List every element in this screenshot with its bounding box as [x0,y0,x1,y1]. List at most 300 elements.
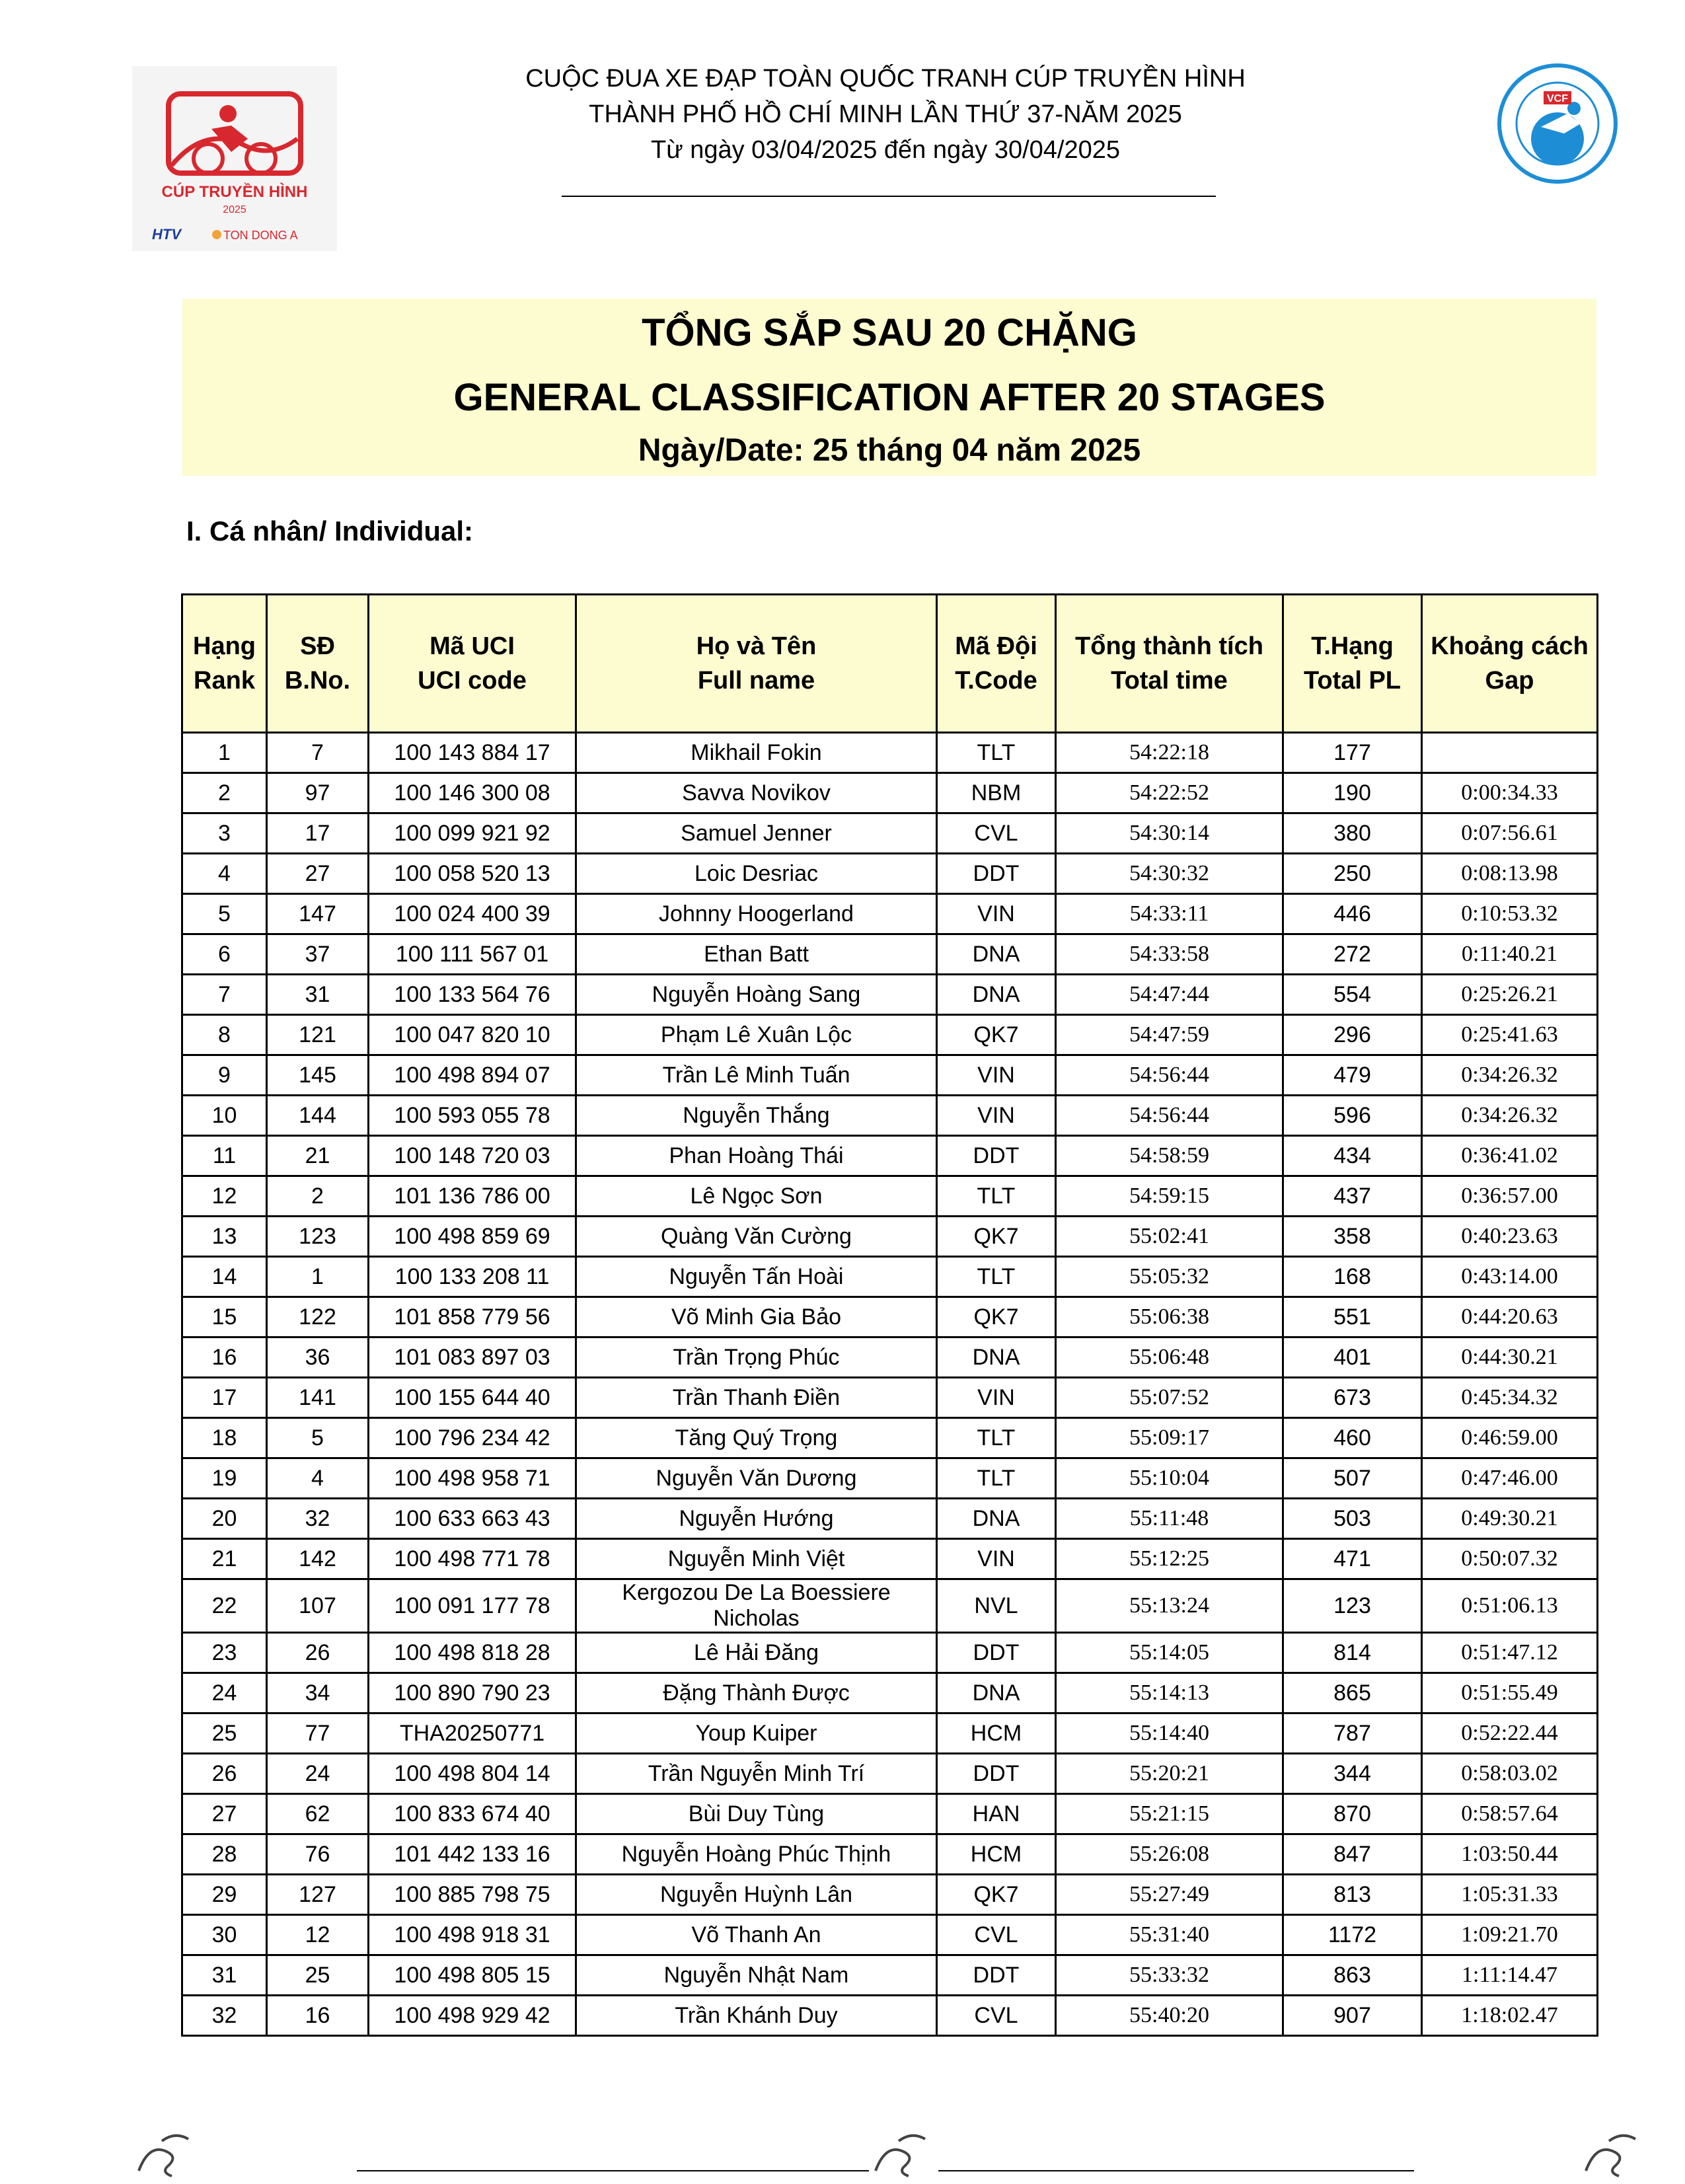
cell-total-pl: 551 [1283,1297,1422,1337]
cell-uci-code: 100 155 644 40 [369,1378,576,1418]
footer-line-right [938,2170,1414,2171]
table-row [182,1217,1598,1257]
cell-rank: 5 [182,894,267,934]
vcf-logo-icon [1495,61,1620,186]
cell-team-code: NBM [937,773,1056,813]
cell-full-name: Nguyễn Hoàng Sang [576,975,937,1015]
cell-total-time: 55:40:20 [1056,1996,1283,2036]
header-uci-code: Mã UCI UCI code [369,595,576,733]
cell-rank: 14 [182,1257,267,1297]
table-row [182,934,1598,975]
cell-total-pl: 813 [1283,1875,1422,1915]
cell-rank: 26 [182,1754,267,1794]
cell-team-code: TLT [937,1418,1056,1458]
cell-total-time: 55:14:13 [1056,1673,1283,1713]
cell-full-name: Võ Thanh An [576,1915,937,1955]
cell-total-pl: 847 [1283,1834,1422,1875]
cell-uci-code: 100 593 055 78 [369,1096,576,1136]
cell-team-code: VIN [937,1539,1056,1579]
table-row [182,894,1598,934]
cell-uci-code: 100 024 400 39 [369,894,576,934]
cell-total-pl: 479 [1283,1055,1422,1096]
cell-total-pl: 401 [1283,1337,1422,1378]
cell-team-code: QK7 [937,1217,1056,1257]
cell-total-time: 54:30:14 [1056,813,1283,854]
cell-gap: 0:11:40.21 [1422,934,1598,975]
table-row [182,975,1598,1015]
header-total-pl: T.Hạng Total PL [1283,595,1422,733]
table-body [182,733,1598,2036]
cup-logo [132,66,337,251]
table-row [182,1713,1598,1754]
cell-uci-code: 100 890 790 23 [369,1673,576,1713]
title-vietnamese: TỔNG SẮP SAU 20 CHẶNG [642,311,1137,354]
cell-bib: 122 [267,1297,369,1337]
table-row [182,1136,1598,1176]
cell-total-time: 55:27:49 [1056,1875,1283,1915]
cell-bib: 7 [267,733,369,773]
cell-team-code: VIN [937,1378,1056,1418]
cell-team-code: CVL [937,1996,1056,2036]
table-row [182,1337,1598,1378]
cell-total-time: 55:14:05 [1056,1633,1283,1673]
cell-full-name: Loic Desriac [576,854,937,894]
cell-total-time: 55:09:17 [1056,1418,1283,1458]
cell-full-name: Nguyễn Hoàng Phúc Thịnh [576,1834,937,1875]
cell-uci-code: 100 633 663 43 [369,1499,576,1539]
table-row [182,1673,1598,1713]
cell-rank: 20 [182,1499,267,1539]
cell-uci-code: 100 498 805 15 [369,1955,576,1996]
cell-uci-code: 100 146 300 08 [369,773,576,813]
cell-gap: 0:49:30.21 [1422,1499,1598,1539]
cell-bib: 26 [267,1633,369,1673]
table-row [182,1378,1598,1418]
cell-gap: 0:46:59.00 [1422,1418,1598,1458]
cell-total-time: 54:33:58 [1056,934,1283,975]
cell-total-time: 55:11:48 [1056,1499,1283,1539]
cell-gap: 1:11:14.47 [1422,1955,1598,1996]
cell-uci-code: 100 498 804 14 [369,1754,576,1794]
cell-rank: 16 [182,1337,267,1378]
table-row [182,1996,1598,2036]
cell-bib: 37 [267,934,369,975]
cell-team-code: HCM [937,1834,1056,1875]
cell-team-code: CVL [937,813,1056,854]
cell-bib: 31 [267,975,369,1015]
cell-rank: 23 [182,1633,267,1673]
cell-full-name: Phan Hoàng Thái [576,1136,937,1176]
cell-uci-code: 100 498 859 69 [369,1217,576,1257]
cell-rank: 32 [182,1996,267,2036]
cell-total-time: 54:22:18 [1056,733,1283,773]
cell-full-name: Trần Nguyễn Minh Trí [576,1754,937,1794]
cell-rank: 29 [182,1875,267,1915]
cell-uci-code: 100 498 894 07 [369,1055,576,1096]
watermark-icon [1576,2125,1649,2181]
cell-total-pl: 123 [1283,1579,1422,1633]
cell-bib: 16 [267,1996,369,2036]
svg-text:CÚP TRUYỀN HÌNH: CÚP TRUYỀN HÌNH [161,183,308,201]
cell-rank: 19 [182,1458,267,1499]
svg-text:TON DONG A: TON DONG A [223,229,298,242]
cell-bib: 2 [267,1176,369,1217]
cell-gap: 0:45:34.32 [1422,1378,1598,1418]
cell-rank: 3 [182,813,267,854]
cell-team-code: DDT [937,1136,1056,1176]
cell-total-pl: 460 [1283,1418,1422,1458]
table-row [182,1176,1598,1217]
cell-total-pl: 190 [1283,773,1422,813]
cell-total-time: 55:14:40 [1056,1713,1283,1754]
cell-full-name: Nguyễn Văn Dương [576,1458,937,1499]
cell-gap: 0:34:26.32 [1422,1055,1598,1096]
cell-bib: 34 [267,1673,369,1713]
cell-total-pl: 272 [1283,934,1422,975]
cell-bib: 36 [267,1337,369,1378]
cell-team-code: DNA [937,934,1056,975]
cell-uci-code: 100 885 798 75 [369,1875,576,1915]
cell-total-pl: 814 [1283,1633,1422,1673]
cell-gap: 0:51:55.49 [1422,1673,1598,1713]
cell-bib: 1 [267,1257,369,1297]
cell-rank: 1 [182,733,267,773]
vcf-logo [1495,61,1620,186]
cell-total-pl: 507 [1283,1458,1422,1499]
cell-team-code: DNA [937,1499,1056,1539]
cell-total-pl: 870 [1283,1794,1422,1834]
cell-total-pl: 907 [1283,1996,1422,2036]
cell-gap: 0:07:56.61 [1422,813,1598,854]
cell-team-code: DDT [937,854,1056,894]
cell-total-time: 54:58:59 [1056,1136,1283,1176]
cell-total-pl: 503 [1283,1499,1422,1539]
table-row [182,1055,1598,1096]
cell-full-name: Lê Ngọc Sơn [576,1176,937,1217]
cell-team-code: TLT [937,1458,1056,1499]
cell-total-pl: 596 [1283,1096,1422,1136]
header-full-name: Họ và Tên Full name [576,595,937,733]
cell-team-code: VIN [937,1096,1056,1136]
cell-bib: 17 [267,813,369,854]
cell-total-pl: 554 [1283,975,1422,1015]
cell-gap: 0:51:47.12 [1422,1633,1598,1673]
cell-gap: 1:09:21.70 [1422,1915,1598,1955]
table-row [182,773,1598,813]
header-bib: SĐ B.No. [267,595,369,733]
cell-rank: 25 [182,1713,267,1754]
cell-uci-code: 100 143 884 17 [369,733,576,773]
table-row [182,733,1598,773]
cell-team-code: QK7 [937,1875,1056,1915]
cell-total-time: 54:59:15 [1056,1176,1283,1217]
table-row [182,1015,1598,1055]
cell-full-name: Trần Trọng Phúc [576,1337,937,1378]
header-divider [562,196,1216,197]
title-date: Ngày/Date: 25 tháng 04 năm 2025 [638,433,1141,468]
cell-bib: 27 [267,854,369,894]
cell-total-time: 55:33:32 [1056,1955,1283,1996]
cell-full-name: Johnny Hoogerland [576,894,937,934]
cell-rank: 21 [182,1539,267,1579]
cell-rank: 13 [182,1217,267,1257]
cell-rank: 30 [182,1915,267,1955]
table-header-row [182,595,1598,733]
cell-team-code: CVL [937,1915,1056,1955]
cell-bib: 97 [267,773,369,813]
cell-team-code: DDT [937,1633,1056,1673]
cell-bib: 24 [267,1754,369,1794]
cell-full-name: Võ Minh Gia Bảo [576,1297,937,1337]
cell-bib: 121 [267,1015,369,1055]
cell-gap: 0:58:03.02 [1422,1754,1598,1794]
cell-total-time: 54:56:44 [1056,1096,1283,1136]
cell-team-code: DNA [937,1337,1056,1378]
cell-bib: 107 [267,1579,369,1633]
cell-gap: 1:18:02.47 [1422,1996,1598,2036]
cell-gap: 1:03:50.44 [1422,1834,1598,1875]
table-row [182,1499,1598,1539]
cell-gap: 0:52:22.44 [1422,1713,1598,1754]
header-gap: Khoảng cách Gap [1422,595,1598,733]
cell-rank: 2 [182,773,267,813]
header-team-code: Mã Đội T.Code [937,595,1056,733]
cell-total-pl: 380 [1283,813,1422,854]
cell-gap: 0:00:34.33 [1422,773,1598,813]
table-row [182,1633,1598,1673]
cell-total-pl: 250 [1283,854,1422,894]
watermark-icon [866,2125,938,2181]
cell-full-name: Nguyễn Huỳnh Lân [576,1875,937,1915]
cell-full-name: Nguyễn Minh Việt [576,1539,937,1579]
cell-team-code: NVL [937,1579,1056,1633]
cell-total-pl: 673 [1283,1378,1422,1418]
table-row [182,1875,1598,1915]
cell-rank: 27 [182,1794,267,1834]
cell-total-time: 55:20:21 [1056,1754,1283,1794]
cell-full-name: Kergozou De La Boessiere Nicholas [576,1579,937,1633]
cell-full-name: Samuel Jenner [576,813,937,854]
cell-full-name: Đặng Thành Được [576,1673,937,1713]
cell-bib: 32 [267,1499,369,1539]
cell-uci-code: 101 442 133 16 [369,1834,576,1875]
event-header [502,61,1269,168]
svg-text:HTV: HTV [152,226,181,243]
table-row [182,1579,1598,1633]
cell-gap: 0:36:41.02 [1422,1136,1598,1176]
cell-total-pl: 177 [1283,733,1422,773]
cell-team-code: QK7 [937,1297,1056,1337]
cell-bib: 62 [267,1794,369,1834]
cell-total-pl: 434 [1283,1136,1422,1176]
cell-gap: 0:34:26.32 [1422,1096,1598,1136]
table-row [182,1754,1598,1794]
table-row [182,1297,1598,1337]
cell-full-name: Tăng Quý Trọng [576,1418,937,1458]
cell-gap: 0:44:30.21 [1422,1337,1598,1378]
cell-full-name: Ethan Batt [576,934,937,975]
cell-rank: 11 [182,1136,267,1176]
cell-bib: 147 [267,894,369,934]
cell-gap [1422,733,1598,773]
cell-total-pl: 437 [1283,1176,1422,1217]
cell-gap: 0:10:53.32 [1422,894,1598,934]
cell-uci-code: 100 047 820 10 [369,1015,576,1055]
cup-logo-icon [132,66,337,251]
cell-team-code: DNA [937,975,1056,1015]
table-row [182,1418,1598,1458]
title-banner [182,299,1596,476]
cell-uci-code: 100 498 771 78 [369,1539,576,1579]
cell-bib: 76 [267,1834,369,1875]
cell-full-name: Trần Thanh Điền [576,1378,937,1418]
cell-rank: 28 [182,1834,267,1875]
cell-team-code: QK7 [937,1015,1056,1055]
cell-bib: 144 [267,1096,369,1136]
table-row [182,1096,1598,1136]
cell-rank: 31 [182,1955,267,1996]
cell-full-name: Youp Kuiper [576,1713,937,1754]
cell-bib: 21 [267,1136,369,1176]
cell-bib: 77 [267,1713,369,1754]
cell-uci-code: 101 136 786 00 [369,1176,576,1217]
cell-total-time: 54:33:11 [1056,894,1283,934]
cell-team-code: VIN [937,894,1056,934]
cell-full-name: Nguyễn Thắng [576,1096,937,1136]
cell-rank: 4 [182,854,267,894]
watermark-icon [129,2125,202,2181]
cell-gap: 0:44:20.63 [1422,1297,1598,1337]
cell-bib: 5 [267,1418,369,1458]
cell-bib: 127 [267,1875,369,1915]
cell-total-time: 54:47:44 [1056,975,1283,1015]
cell-full-name: Trần Khánh Duy [576,1996,937,2036]
cell-rank: 8 [182,1015,267,1055]
cell-gap: 0:58:57.64 [1422,1794,1598,1834]
svg-text:2025: 2025 [223,204,246,215]
cell-full-name: Trần Lê Minh Tuấn [576,1055,937,1096]
cell-full-name: Lê Hải Đăng [576,1633,937,1673]
cell-gap: 0:36:57.00 [1422,1176,1598,1217]
section-heading: I. Cá nhân/ Individual: [186,515,474,546]
cell-total-pl: 358 [1283,1217,1422,1257]
cell-bib: 142 [267,1539,369,1579]
table-row [182,1834,1598,1875]
cell-team-code: VIN [937,1055,1056,1096]
classification-table [181,593,1598,2037]
table-row [182,1257,1598,1297]
cell-total-time: 55:05:32 [1056,1257,1283,1297]
cell-bib: 4 [267,1458,369,1499]
cell-team-code: DDT [937,1955,1056,1996]
cell-team-code: DDT [937,1754,1056,1794]
cell-uci-code: 100 099 921 92 [369,813,576,854]
cell-total-pl: 296 [1283,1015,1422,1055]
cell-full-name: Phạm Lê Xuân Lộc [576,1015,937,1055]
cell-total-pl: 1172 [1283,1915,1422,1955]
cell-gap: 0:47:46.00 [1422,1458,1598,1499]
cell-total-time: 55:02:41 [1056,1217,1283,1257]
cell-uci-code: 100 796 234 42 [369,1418,576,1458]
cell-total-pl: 168 [1283,1257,1422,1297]
table-row [182,854,1598,894]
cell-uci-code: 100 133 208 11 [369,1257,576,1297]
cell-gap: 0:40:23.63 [1422,1217,1598,1257]
table-row [182,1458,1598,1499]
cell-team-code: HAN [937,1794,1056,1834]
cell-total-time: 55:21:15 [1056,1794,1283,1834]
cell-rank: 9 [182,1055,267,1096]
table-row [182,1955,1598,1996]
cell-team-code: TLT [937,1257,1056,1297]
cell-uci-code: 101 858 779 56 [369,1297,576,1337]
cell-full-name: Nguyễn Nhật Nam [576,1955,937,1996]
cell-rank: 15 [182,1297,267,1337]
cell-uci-code: 100 498 818 28 [369,1633,576,1673]
cell-total-time: 55:06:48 [1056,1337,1283,1378]
cell-total-time: 55:26:08 [1056,1834,1283,1875]
cell-bib: 123 [267,1217,369,1257]
footer-line-left [357,2170,869,2171]
cell-bib: 25 [267,1955,369,1996]
cell-total-time: 54:30:32 [1056,854,1283,894]
cell-full-name: Bùi Duy Tùng [576,1794,937,1834]
cell-bib: 12 [267,1915,369,1955]
cell-total-time: 54:56:44 [1056,1055,1283,1096]
cell-full-name: Savva Novikov [576,773,937,813]
cell-rank: 6 [182,934,267,975]
cell-team-code: TLT [937,1176,1056,1217]
cell-full-name: Nguyễn Tấn Hoài [576,1257,937,1297]
cell-uci-code: 100 498 918 31 [369,1915,576,1955]
cell-uci-code: 100 498 929 42 [369,1996,576,2036]
cell-rank: 10 [182,1096,267,1136]
cell-uci-code: 100 498 958 71 [369,1458,576,1499]
cell-total-time: 55:13:24 [1056,1579,1283,1633]
cell-full-name: Mikhail Fokin [576,733,937,773]
cell-gap: 1:05:31.33 [1422,1875,1598,1915]
title-english: GENERAL CLASSIFICATION AFTER 20 STAGES [453,376,1326,419]
cell-rank: 18 [182,1418,267,1458]
cell-uci-code: 100 058 520 13 [369,854,576,894]
cell-bib: 141 [267,1378,369,1418]
cell-total-time: 55:07:52 [1056,1378,1283,1418]
cell-uci-code: 100 091 177 78 [369,1579,576,1633]
header-total-time: Tổng thành tích Total time [1056,595,1283,733]
cell-full-name: Quàng Văn Cường [576,1217,937,1257]
cell-total-time: 55:31:40 [1056,1915,1283,1955]
cell-rank: 24 [182,1673,267,1713]
cell-gap: 0:51:06.13 [1422,1579,1598,1633]
cell-rank: 22 [182,1579,267,1633]
cell-team-code: TLT [937,733,1056,773]
svg-text:VCF: VCF [1547,93,1568,104]
cell-team-code: DNA [937,1673,1056,1713]
cell-total-time: 55:10:04 [1056,1458,1283,1499]
cell-rank: 12 [182,1176,267,1217]
cell-uci-code: 100 133 564 76 [369,975,576,1015]
cell-total-pl: 446 [1283,894,1422,934]
cell-gap: 0:08:13.98 [1422,854,1598,894]
cell-total-time: 55:12:25 [1056,1539,1283,1579]
cell-uci-code: 100 111 567 01 [369,934,576,975]
cell-uci-code: 100 833 674 40 [369,1794,576,1834]
table-row [182,813,1598,854]
cell-total-time: 54:47:59 [1056,1015,1283,1055]
cell-total-pl: 344 [1283,1754,1422,1794]
event-title-line2: THÀNH PHỐ HỒ CHÍ MINH LẦN THỨ 37-NĂM 2025 [589,100,1182,128]
table-row [182,1794,1598,1834]
